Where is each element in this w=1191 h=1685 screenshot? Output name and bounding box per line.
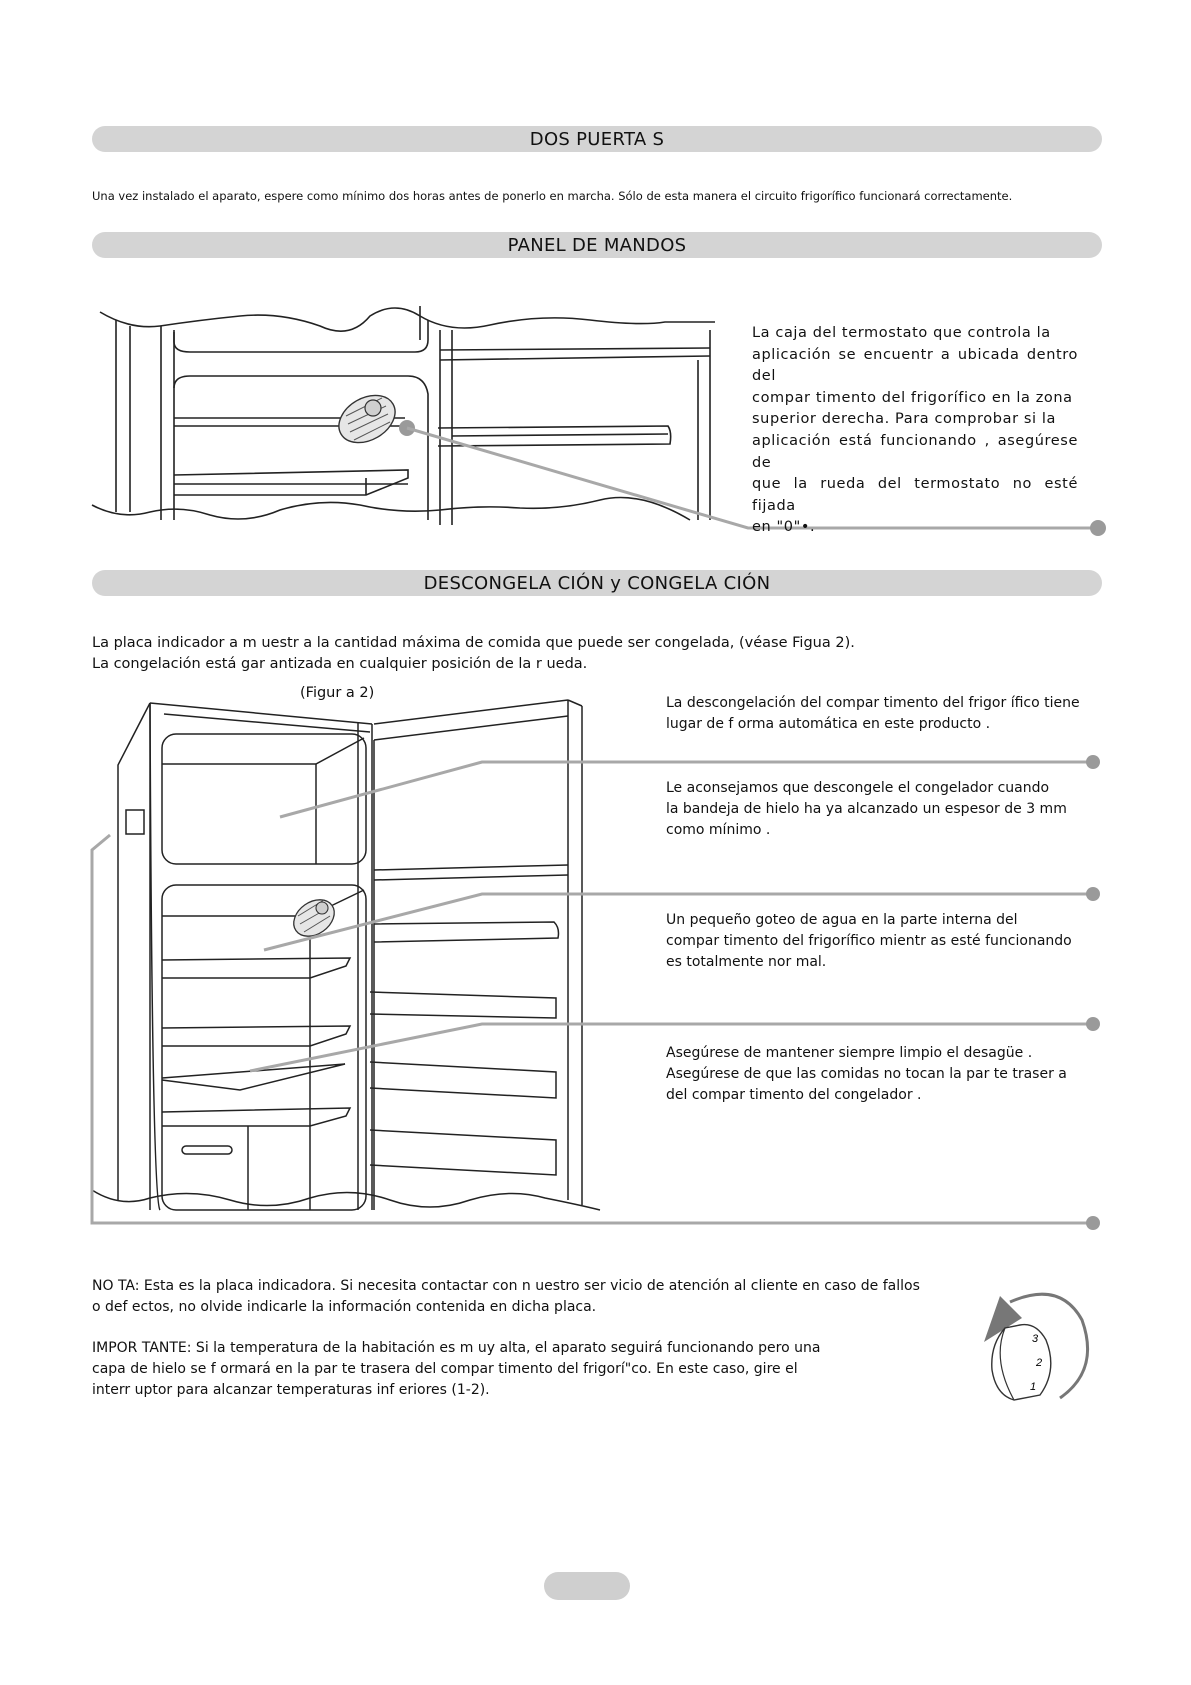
nota-line: o def ectos, no olvide indicarle la información contenida en dicha placa. — [92, 1299, 597, 1315]
fridge-figure-2 — [92, 700, 600, 1210]
section-title: DOS PUERTA S — [529, 129, 665, 150]
intro-line: La placa indicador a m uestr a la cantidad máxima de comida que puede ser congelada, (véase Figua 2). — [92, 635, 855, 651]
descongelacion-intro — [92, 633, 1092, 675]
note-line: compar timento del frigorífico mientr as esté funcionando — [666, 933, 1072, 949]
intro-line: La congelación está gar antizada en cualquier posición de la r ueda. — [92, 656, 588, 672]
note-line: La descongelación del compar timento del frigor ífico tiene — [666, 695, 1080, 711]
note-line: como mínimo . — [666, 822, 771, 838]
panel-line: aplicación está funcionando , asegúrese de — [752, 432, 1078, 471]
note-auto-defrost — [666, 693, 1086, 735]
dial-mark-2: 2 — [1036, 1357, 1043, 1369]
importante-text — [92, 1338, 952, 1401]
importante-line: capa de hielo se f ormará en la par te trasera del compar timento del frigorí"co. En este caso, gire el — [92, 1361, 798, 1377]
leader-dot — [1090, 520, 1106, 536]
note-line: la bandeja de hielo ha ya alcanzado un espesor de 3 mm — [666, 801, 1067, 817]
page-number-pill — [544, 1572, 630, 1600]
nota-line: NO TA: Esta es la placa indicadora. Si necesita contactar con n uestro ser vicio de atención al cliente en caso de fallos — [92, 1278, 920, 1294]
note-line: Un pequeño goteo de agua en la parte interna del — [666, 912, 1018, 928]
section-title: DESCONGELA CIÓN y CONGELA CIÓN — [423, 573, 771, 594]
note-line: Asegúrese de mantener siempre limpio el desagüe . — [666, 1045, 1033, 1061]
panel-line: La caja del termostato que controla la — [752, 325, 1051, 341]
importante-line: IMPOR TANTE: Si la temperatura de la habitación es m uy alta, el aparato seguirá funcionando pero una — [92, 1340, 821, 1356]
panel-line: en "0"•. — [752, 519, 816, 536]
dial-mark-3: 3 — [1032, 1333, 1039, 1345]
note-line: Asegúrese de que las comidas no tocan la par te traser a — [666, 1066, 1067, 1082]
leader-dots — [1086, 755, 1100, 1230]
panel-line: aplicación se encuentr a ubicada dentro del — [752, 346, 1078, 385]
note-line: es totalmente nor mal. — [666, 954, 827, 970]
panel-line: compar timento del frigorífico en la zona — [752, 389, 1073, 406]
note-drain — [666, 1043, 1086, 1106]
note-defrost-advice — [666, 778, 1086, 841]
figure-caption: (Figur a 2) — [300, 685, 375, 701]
note-water-drip — [666, 910, 1086, 973]
importante-line: interr uptor para alcanzar temperaturas inf eriores (1-2). — [92, 1382, 490, 1398]
intro-text: Una vez instalado el aparato, espere como mínimo dos horas antes de ponerlo en marcha. Sólo de esta manera el circuito frigorífico funcionará correctamente. — [92, 189, 1013, 203]
note-line: del compar timento del congelador . — [666, 1087, 922, 1103]
note-line: Le aconsejamos que descongele el congelador cuando — [666, 780, 1050, 796]
dial-illustration — [984, 1294, 1088, 1400]
dial-mark-1: 1 — [1030, 1381, 1037, 1393]
nota-text — [92, 1276, 992, 1318]
panel-description — [752, 323, 1078, 539]
panel-line: que la rueda del termostato no esté fijada — [752, 476, 1078, 514]
panel-line: superior derecha. Para comprobar si la — [752, 411, 1056, 428]
note-line: lugar de f orma automática en este producto . — [666, 716, 991, 732]
section-header-descongelacion — [92, 570, 1102, 596]
thermostat-icon — [331, 386, 415, 452]
section-title: PANEL DE MANDOS — [507, 235, 687, 256]
